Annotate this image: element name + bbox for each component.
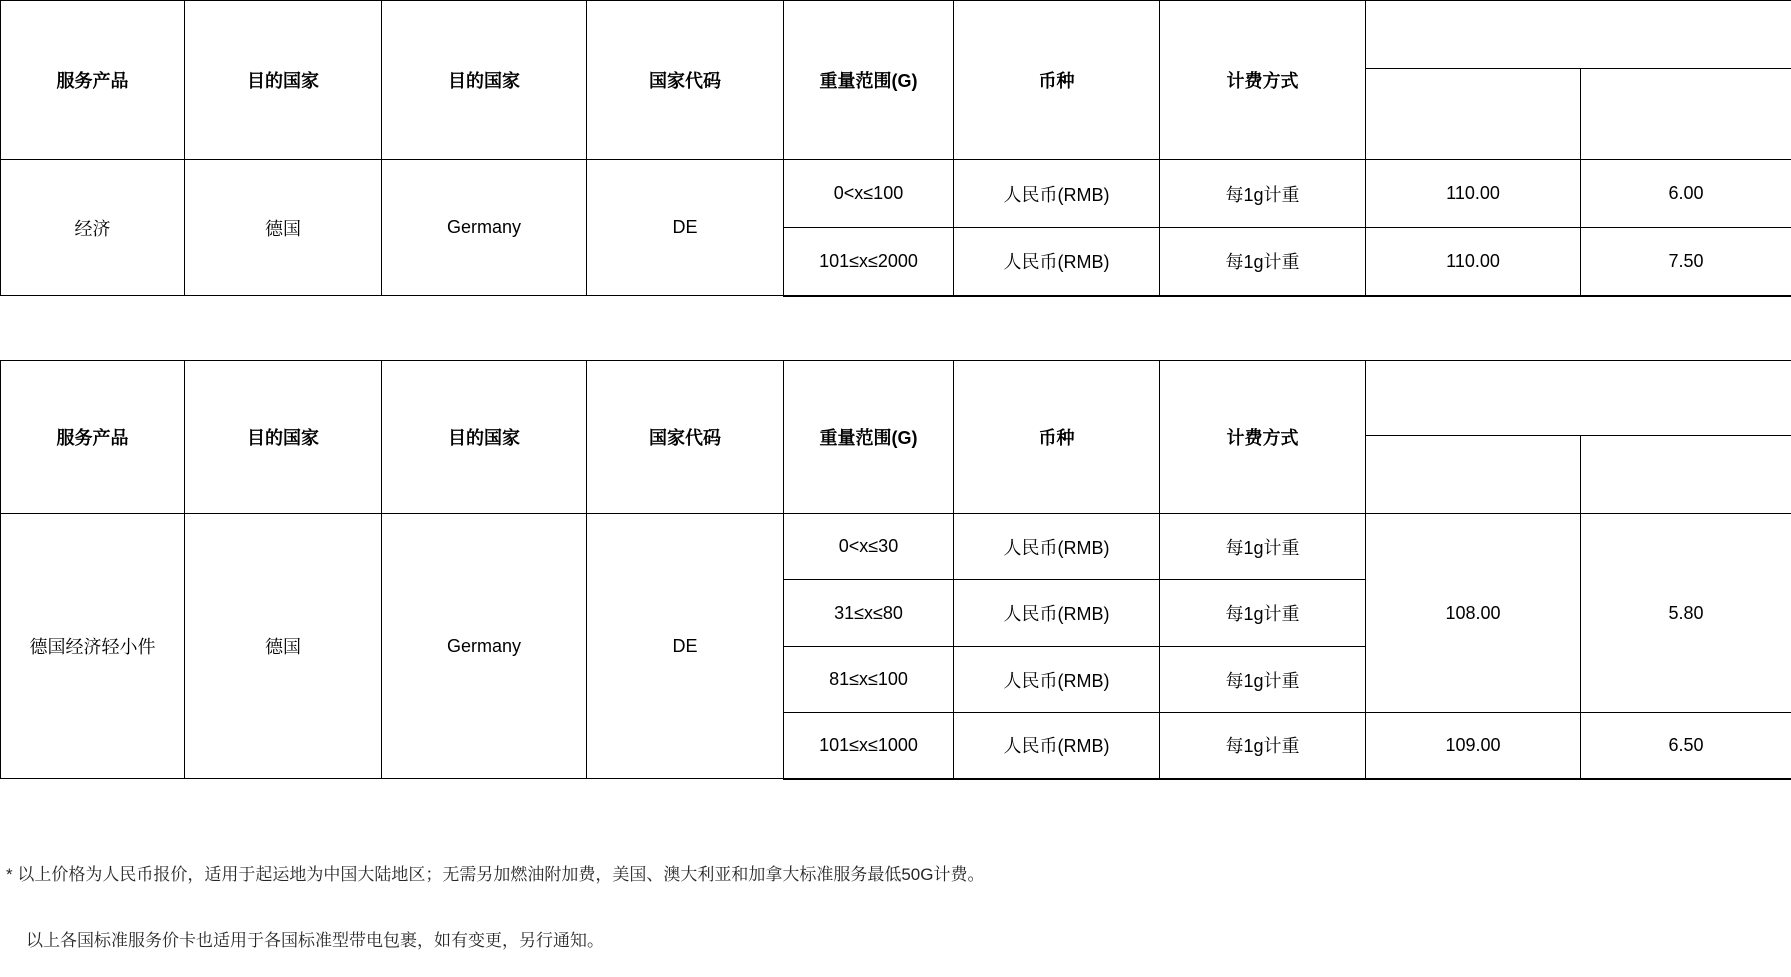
header-effective-date: from 8/1 <box>1366 1 1791 69</box>
cell-currency: 人民币(RMB) <box>954 228 1160 296</box>
header-effective-date: from 8/1 <box>1366 361 1791 436</box>
header-delivery-fee-line2: RMB/KG <box>1436 477 1510 498</box>
header-country-code: 国家代码 <box>587 361 784 514</box>
cell-service-product: 经济 <box>1 160 185 296</box>
cell-dest-country-cn: 德国 <box>185 514 382 779</box>
header-billing-method: 计费方式 <box>1160 361 1366 514</box>
header-handling-fee-line2: RMB/包裹 <box>1645 477 1727 498</box>
footnote-battery-parcel: 以上各国标准服务价卡也适用于各国标准型带电包裹，如有变更，另行通知。 <box>26 931 604 950</box>
header-country-code: 国家代码 <box>587 1 784 160</box>
table-row <box>1 160 1791 228</box>
cell-service-product: 德国经济轻小件 <box>1 514 185 779</box>
cell-handling-fee: 7.50 <box>1581 228 1791 296</box>
header-service-product: 服务产品 <box>1 361 185 514</box>
header-handling-fee-line1: 操作费 <box>1659 451 1713 472</box>
header-weight-range: 重量范围(G) <box>784 1 954 160</box>
cell-weight-range: 31≤x≤80 <box>784 580 954 647</box>
header-dest-country-cn: 目的国家 <box>185 361 382 514</box>
cell-weight-range: 0<x≤100 <box>784 160 954 228</box>
header-dest-country-cn: 目的国家 <box>185 1 382 160</box>
header-handling-fee-line2: RMB/包裹 <box>1645 117 1727 138</box>
cell-delivery-fee: 110.00 <box>1366 160 1581 228</box>
header-service-product: 服务产品 <box>1 1 185 160</box>
cell-dest-country-en: Germany <box>382 160 587 296</box>
cell-billing-method: 每1g计重 <box>1160 228 1366 296</box>
cell-billing-method: 每1g计重 <box>1160 580 1366 647</box>
header-handling-fee <box>1581 436 1791 514</box>
header-dest-country-en: 目的国家 <box>382 361 587 514</box>
header-handling-fee-line1: 操作费 <box>1659 91 1713 112</box>
cell-handling-fee: 6.50 <box>1581 713 1791 779</box>
footnote-pricing-terms: * 以上价格为人民币报价，适用于起运地为中国大陆地区；无需另加燃油附加费，美国、澳大利亚和加拿大标准服务最低50G计费。 <box>6 865 985 884</box>
header-delivery-fee-line1: 配送服务费 <box>1428 91 1518 112</box>
header-currency: 币种 <box>954 1 1160 160</box>
cell-dest-country-en: Germany <box>382 514 587 779</box>
cell-billing-method: 每1g计重 <box>1160 160 1366 228</box>
cell-handling-fee: 6.00 <box>1581 160 1791 228</box>
cell-currency: 人民币(RMB) <box>954 713 1160 779</box>
cell-delivery-fee: 110.00 <box>1366 228 1581 296</box>
cell-country-code: DE <box>587 514 784 779</box>
header-delivery-fee-line2: RMB/KG <box>1436 117 1510 138</box>
table-row <box>1 514 1791 580</box>
cell-weight-range: 81≤x≤100 <box>784 647 954 713</box>
cell-weight-range: 0<x≤30 <box>784 514 954 580</box>
price-table-light-small <box>0 360 1791 780</box>
cell-currency: 人民币(RMB) <box>954 160 1160 228</box>
cell-weight-range: 101≤x≤1000 <box>784 713 954 779</box>
header-weight-range: 重量范围(G) <box>784 361 954 514</box>
cell-weight-range: 101≤x≤2000 <box>784 228 954 296</box>
cell-country-code: DE <box>587 160 784 296</box>
cell-billing-method: 每1g计重 <box>1160 647 1366 713</box>
cell-delivery-fee-merged: 108.00 <box>1366 514 1581 713</box>
cell-currency: 人民币(RMB) <box>954 580 1160 647</box>
header-currency: 币种 <box>954 361 1160 514</box>
header-billing-method: 计费方式 <box>1160 1 1366 160</box>
header-delivery-fee-line1: 配送服务费 <box>1428 451 1518 472</box>
cell-currency: 人民币(RMB) <box>954 647 1160 713</box>
price-table-economy <box>0 0 1791 297</box>
cell-handling-fee-merged: 5.80 <box>1581 514 1791 713</box>
header-handling-fee <box>1581 69 1791 160</box>
cell-currency: 人民币(RMB) <box>954 514 1160 580</box>
cell-delivery-fee: 109.00 <box>1366 713 1581 779</box>
header-delivery-fee <box>1366 69 1581 160</box>
header-delivery-fee <box>1366 436 1581 514</box>
cell-dest-country-cn: 德国 <box>185 160 382 296</box>
cell-billing-method: 每1g计重 <box>1160 713 1366 779</box>
header-dest-country-en: 目的国家 <box>382 1 587 160</box>
cell-billing-method: 每1g计重 <box>1160 514 1366 580</box>
